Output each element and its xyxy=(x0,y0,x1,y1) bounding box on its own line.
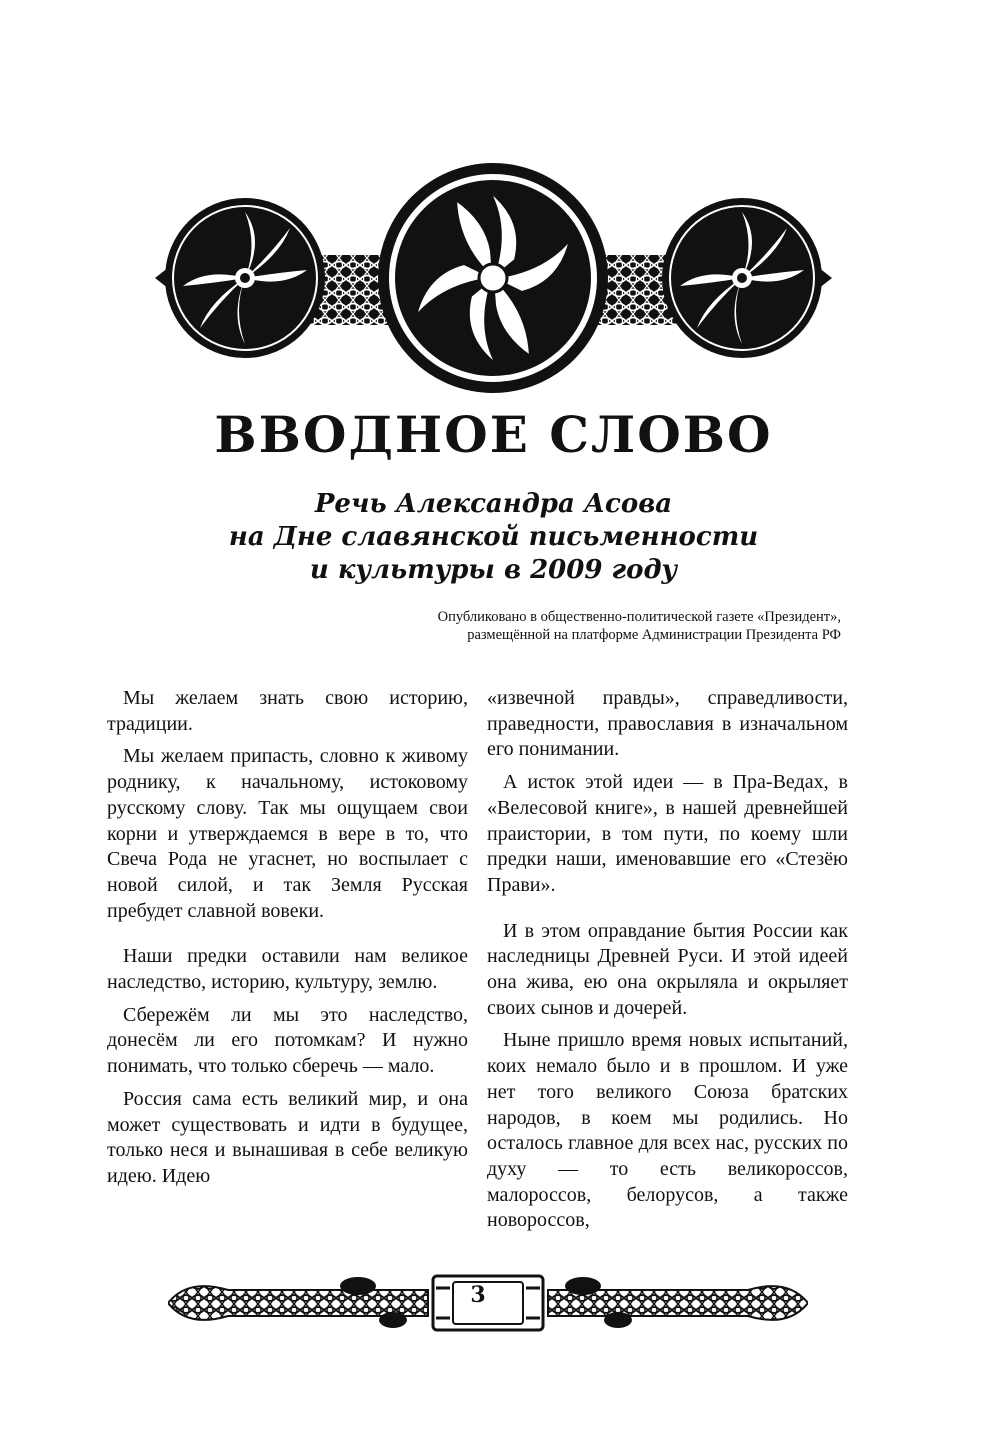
paragraph: Ныне пришло время новых испытаний, коих немало было и в прошлом. И уже нет того великого Союза братских народов, в коем мы родились. Но осталось главное для всех нас, русских по духу — то есть великороссов, малороссов, белорусов, а также новороссов, xyxy=(487,1029,848,1232)
right-whirl-roundel xyxy=(662,198,822,358)
paragraph: Мы желаем знать свою историю, традиции. xyxy=(107,687,468,735)
left-whirl-roundel xyxy=(165,198,325,358)
publication-note-line: Опубликовано в общественно-политической газете «Президент», xyxy=(437,609,841,625)
publication-note-line: размещённой на платформе Администрации Президента РФ xyxy=(467,627,841,643)
publication-note xyxy=(241,608,841,644)
paragraph: Наши предки оставили нам великое наследство, историю, культуру, землю. xyxy=(107,945,468,994)
central-beast-roundel xyxy=(378,163,608,393)
paragraph: Сбережём ли мы это наследство, донесём ли его потомкам? И нужно понимать, что только сберечь — мало. xyxy=(107,1003,468,1078)
top-knotwork-ornament xyxy=(150,160,837,400)
subtitle-line: и культуры в 2009 году xyxy=(309,555,678,585)
page-number: 3 xyxy=(470,1282,486,1308)
speech-subtitle xyxy=(150,488,837,587)
paragraph: «извечной правды», справедливости, праведности, православия в изначальном его понимании. xyxy=(487,687,848,761)
left-text-column xyxy=(107,686,468,1197)
paragraph: Мы желаем припасть, словно к живому роднику, к начальному, истоковому русскому слову. Так мы ощущаем свои корни и утверждаемся в вере в то, что Свеча Рода не угаснет, но воспылает с новой силой, и так Земля Русская пребудет славной вовеки. xyxy=(107,745,468,922)
subtitle-line: Речь Александра Асова xyxy=(314,489,673,519)
chapter-title: ВВОДНОЕ СЛОВО xyxy=(214,405,773,464)
subtitle-line: на Дне славянской письменности xyxy=(228,522,759,552)
paragraph: Россия сама есть великий мир, и она может существовать и идти в будущее, только неся и вынашивая в себе великую идею. Идею xyxy=(107,1087,468,1187)
paragraph: А исток этой идеи — в Пра-Ведах, в «Велесовой книге», в нашей древнейшей праистории, в том пути, по коему шли предки наши, именовавшие его «Стезёю Прави». xyxy=(487,771,848,896)
paragraph: И в этом оправдание бытия России как наследницы Древней Руси. И этой идеей она жива, ею она окрыляла и окрыляет своих сынов и дочерей. xyxy=(487,919,848,1019)
right-text-column xyxy=(487,686,848,1241)
